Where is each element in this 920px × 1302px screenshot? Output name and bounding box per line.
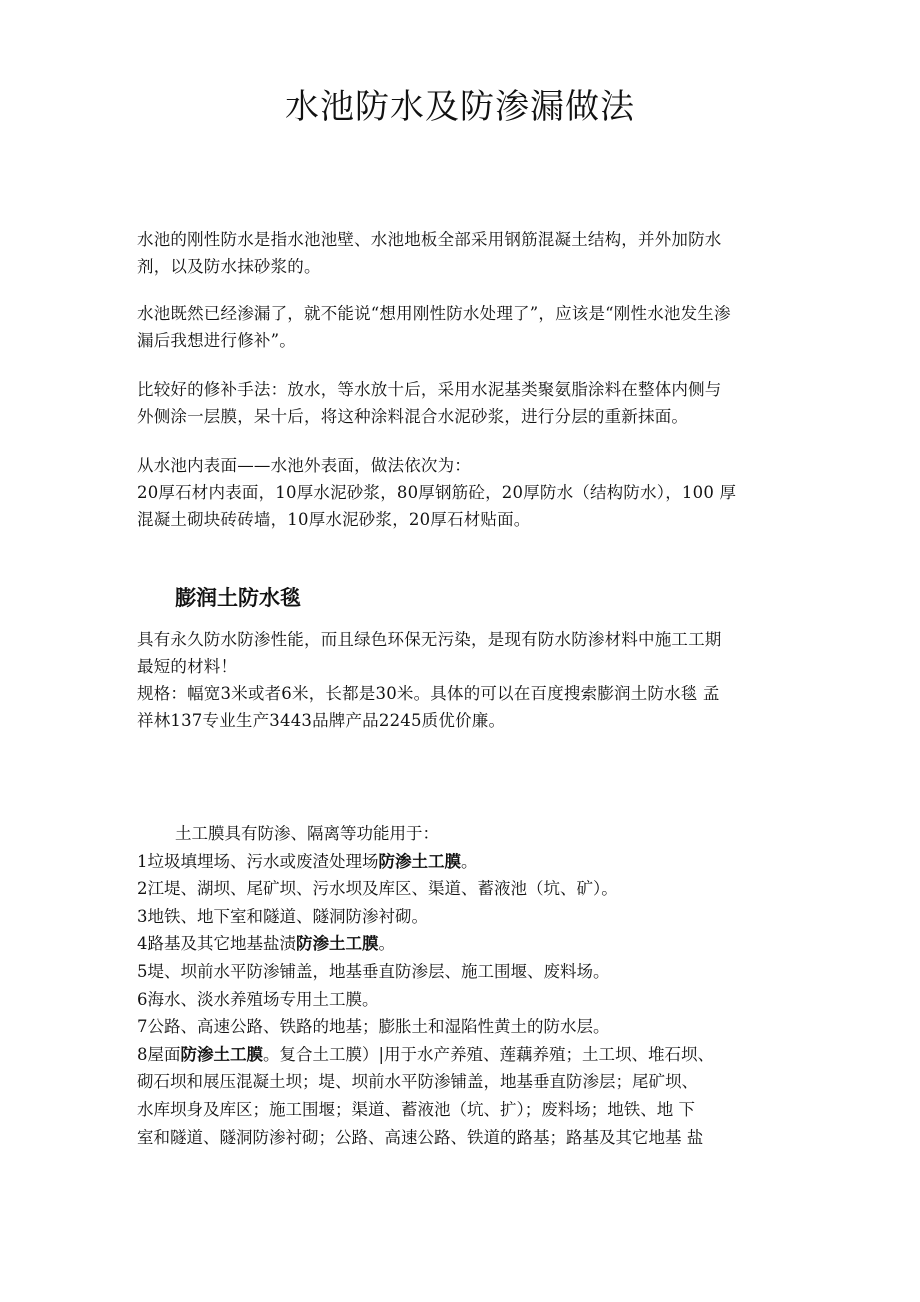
text-line: 剂，以及防水抹砂浆的。	[137, 257, 321, 276]
text-line: 混凝土砌块砖砖墙，10厚水泥砂浆，20厚石材贴面。	[137, 510, 531, 529]
list-item	[137, 958, 797, 986]
text-line: 祥林137专业生产3443品牌产品2245质优价廉。	[137, 711, 506, 730]
list-item-text: 。	[378, 934, 395, 954]
list-item-text: 7公路、高速公路、铁路的地基；膨胀土和湿陷性黄土的防水层。	[137, 1017, 610, 1037]
text-line: 最短的材料！	[137, 657, 238, 676]
list-item	[137, 1041, 797, 1069]
list-continuation-line: 室和隧道、隧洞防渗衬砌；公路、高速公路、铁道的路基；路基及其它地基 盐	[137, 1127, 704, 1147]
list-intro: 土工膜具有防渗、隔离等功能用于：	[175, 824, 439, 843]
section-heading-bentonite: 膨润土防水毯	[175, 586, 301, 610]
document-title: 水池防水及防渗漏做法	[285, 87, 635, 127]
list-item-text: 2江堤、湖坝、尾矿坝、污水坝及库区、渠道、蓄液池（坑、矿）。	[137, 879, 618, 899]
list-item	[137, 930, 797, 958]
geomembrane-usage-list	[137, 820, 797, 1151]
list-item-text: 4路基及其它地基盐渍	[137, 934, 296, 954]
list-item	[137, 903, 797, 931]
list-item-text: 。	[461, 851, 478, 871]
list-item-text: 6海水、淡水养殖场专用土工膜。	[137, 989, 379, 1009]
text-line: 从水池内表面——水池外表面，做法依次为：	[137, 456, 471, 475]
list-item-text: 3地铁、地下室和隧道、隧洞防渗衬砌。	[137, 906, 428, 926]
list-item-text: 。复合土工膜）|用于水产养殖、莲藕养殖；土工坝、堆石坝、	[263, 1044, 715, 1064]
list-item	[137, 1013, 797, 1041]
list-item-emphasis: 防渗土工膜	[296, 934, 379, 954]
text-line: 比较好的修补手法：放水，等水放十后，采用水泥基类聚氨脂涂料在整体内侧与	[137, 380, 722, 399]
list-item-emphasis: 防渗土工膜	[180, 1044, 263, 1064]
text-line: 具有永久防水防渗性能，而且绿色环保无污染，是现有防水防渗材料中施工工期	[137, 630, 722, 649]
list-item-emphasis: 防渗土工膜	[378, 851, 461, 871]
paragraph-rigid-waterproofing	[137, 226, 789, 280]
paragraph-layer-order	[137, 452, 789, 533]
list-item	[137, 848, 797, 876]
paragraph-repair-method	[137, 376, 789, 430]
text-line: 20厚石材内表面，10厚水泥砂浆，80厚钢筋砼，20厚防水（结构防水），100 厚	[137, 483, 737, 502]
text-line: 漏后我想进行修补”。	[137, 331, 296, 350]
text-line: 水池既然已经渗漏了，就不能说“想用刚性防水处理了”，应该是“刚性水池发生渗	[137, 304, 731, 323]
list-continuation-line: 水库坝身及库区；施工围堰；渠道、蓄液池（坑、扩）；废料场；地铁、地 下	[137, 1099, 695, 1119]
list-item-text: 1垃圾填埋场、污水或废渣处理场	[137, 851, 379, 871]
list-continuation-line: 砌石坝和展压混凝土坝；堤、坝前水平防渗铺盖，地基垂直防渗层；尾矿坝、	[137, 1072, 698, 1092]
text-line: 外侧涂一层膜，呆十后，将这种涂料混合水泥砂浆，进行分层的重新抹面。	[137, 407, 689, 426]
list-item-text: 8屋面	[137, 1044, 181, 1064]
paragraph-leak-repair	[137, 300, 789, 354]
text-line: 规格：幅宽3米或者6米，长都是30米。具体的可以在百度搜索膨润土防水毯 孟	[137, 684, 720, 703]
paragraph-bentonite-description	[137, 626, 789, 734]
list-item	[137, 875, 797, 903]
list-item	[137, 986, 797, 1014]
list-item-text: 5堤、坝前水平防渗铺盖，地基垂直防渗层、施工围堰、废料场。	[137, 961, 610, 981]
text-line: 水池的刚性防水是指水池池壁、水池地板全部采用钢筋混凝土结构，并外加防水	[137, 230, 722, 249]
